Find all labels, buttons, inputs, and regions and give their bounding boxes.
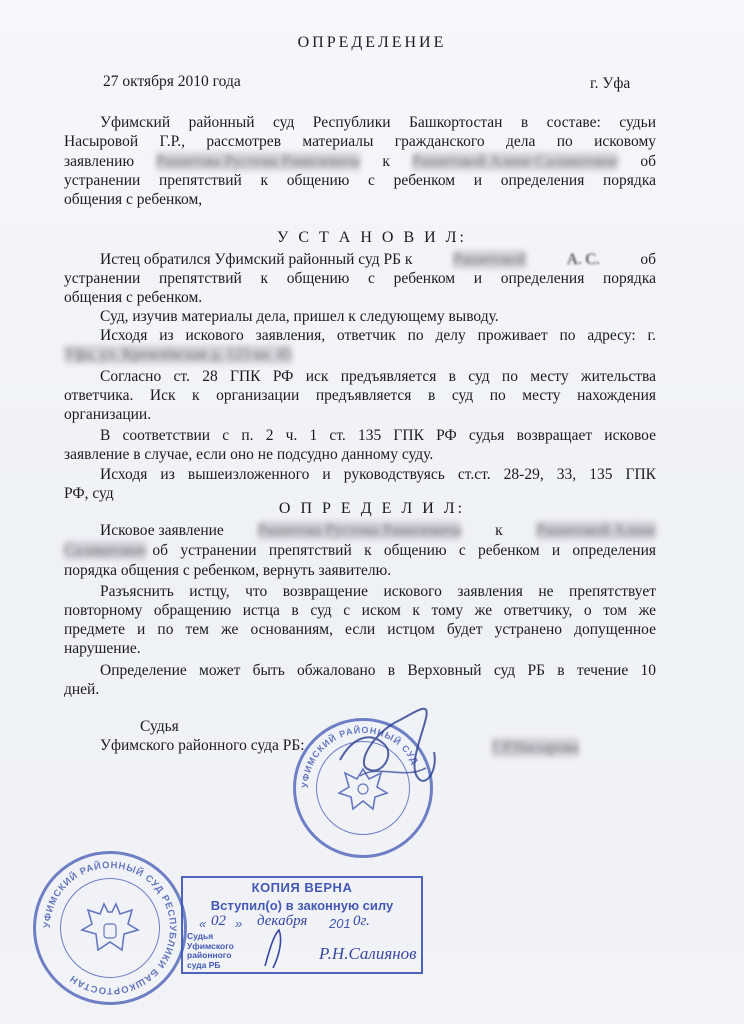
court-seal-text: УФИМСКИЙ РАЙОННЫЙ СУД <box>299 724 421 789</box>
intro-line-5: общения с ребенком, <box>64 191 203 208</box>
copy-stamp-signature: Р.Н.Салиянов <box>319 944 417 963</box>
court-main-stamp-text: УФИМСКИЙ РАЙОННЫЙ СУД РЕСПУБЛИКИ БАШКОРТОСТАН <box>41 859 179 997</box>
decided-line-4: Разъяснить истцу, что возвращение искового заявления не препятствует <box>100 583 656 600</box>
decided-line-6: предмете и по тем же основаниям, если истцом будет устранено допущенное <box>64 621 656 638</box>
established-line-13: РФ, суд <box>64 485 114 502</box>
judge-name <box>492 738 579 757</box>
signature-role-line-1: Судья <box>140 718 179 735</box>
copy-stamp-scribble <box>259 926 289 970</box>
redacted-address: Уфа, ул. Кремлёвская д. 123 кв. 45 <box>64 346 292 363</box>
judge-signature-scribble <box>300 690 470 800</box>
established-line-1 <box>100 250 656 269</box>
established-line-8: ответчика. Иск к организации предъявляется в суд по месту нахождения <box>64 387 656 404</box>
copy-stamp-month: декабря <box>257 913 308 929</box>
copy-stamp-role-line: суда РБ <box>187 959 221 970</box>
intro-text: об <box>640 153 656 170</box>
decided-text: Исковое заявление <box>100 522 224 539</box>
document-date: 27 октября 2010 года <box>103 73 241 90</box>
intro-text: к <box>382 153 390 170</box>
copy-stamp-role-line: Судья <box>187 931 214 941</box>
copy-stamp-title: КОПИЯ ВЕРНА <box>251 880 353 895</box>
document-place: г. Уфа <box>590 75 631 92</box>
intro-line-2: Насыровой Г.Р., рассмотрев материалы гражданского дела по исковому <box>64 133 656 150</box>
decided-line-2 <box>64 541 656 560</box>
established-text: Истец обратился Уфимский районный суд РБ к <box>100 251 413 268</box>
svg-text:УФИМСКИЙ РАЙОННЫЙ СУД РЕСПУБЛИ <box>42 860 178 996</box>
decided-heading: О П Р Е Д Е Л И Л: <box>278 500 466 517</box>
established-line-10: В соответствии с п. 2 ч. 1 ст. 135 ГПК РФ судья возвращает исковое <box>100 427 656 444</box>
copy-stamp-quote-close: » <box>235 916 243 931</box>
decided-line-9: дней. <box>64 681 100 698</box>
decided-text: к <box>495 522 503 539</box>
document-title: ОПРЕДЕЛЕНИЕ <box>297 34 447 51</box>
court-main-stamp-text-ring <box>36 854 184 1002</box>
established-line-12: Исходя из вышеизложенного и руководствуясь ст.ст. 28-29, 33, 135 ГПК <box>100 466 656 483</box>
redacted-defendant-surname: Рашитовой <box>452 251 527 268</box>
established-line-2: устранении препятствий к общению с ребенком и определения порядка <box>64 270 656 287</box>
intro-line-3 <box>64 152 656 171</box>
copy-stamp-day: 02 <box>211 913 226 929</box>
intro-line-1: Уфимский районный суд Республики Башкортостан в составе: судьи <box>100 114 656 131</box>
established-line-11: заявление в случае, если оно не подсудно данному суду. <box>64 446 434 463</box>
copy-stamp-quote-open: « <box>199 916 207 931</box>
redacted-plaintiff-name: Рашитова Рустема Рамилевича <box>257 522 462 539</box>
intro-line-4: устранении препятствий к общению с ребенком и определения порядка <box>64 172 656 189</box>
double-headed-eagle-icon <box>82 904 138 950</box>
copy-stamp-role-line: районного <box>187 950 232 960</box>
redacted-defendant-patronymic: Салаватовне <box>64 542 147 559</box>
decided-text: об устранении препятствий к общению с ребенком и определения <box>152 542 656 559</box>
established-text: об <box>640 251 656 268</box>
copy-stamp-year-prefix: 201 <box>329 916 351 931</box>
established-line-3: общения с ребенком. <box>64 289 203 306</box>
decided-line-5: повторному обращению истца в суд с иском к тому же ответчику, о том же <box>64 602 656 619</box>
established-line-6 <box>64 345 292 364</box>
redacted-plaintiff-name: Рашитова Рустема Рамилевича <box>156 153 361 170</box>
defendant-initials: А. С. <box>566 251 600 268</box>
copy-stamp-year-suffix: 0г. <box>353 913 370 929</box>
copy-stamp-role-line: Уфимского <box>187 940 234 951</box>
established-heading: У С Т А Н О В И Л: <box>277 229 467 246</box>
decided-line-3: порядка общения с ребенком, вернуть заявителю. <box>64 562 392 579</box>
court-main-stamp <box>33 851 187 1005</box>
established-line-9: организации. <box>64 406 152 423</box>
established-line-7: Согласно ст. 28 ГПК РФ иск предъявляется в суд по месту жительства <box>100 368 656 385</box>
established-line-5: Исходя из искового заявления, ответчик по делу проживает по адресу: г. <box>100 327 656 344</box>
redacted-defendant-name: Рашитовой Алине <box>536 522 656 539</box>
decided-line-7: нарушение. <box>64 640 141 657</box>
copy-certified-stamp <box>181 876 423 974</box>
redacted-judge-name: Г.Р.Насырова <box>492 739 579 756</box>
redacted-defendant-name: Рашитовой Алине Салаватовне <box>412 153 619 170</box>
decided-line-1 <box>100 521 656 540</box>
established-line-4: Суд, изучив материалы дела, пришел к следующему выводу. <box>100 308 499 325</box>
copy-stamp-role <box>187 932 234 970</box>
copy-stamp-line: Вступил(о) в законную силу <box>210 898 394 913</box>
signature-role-line-2: Уфимского районного суда РБ: <box>100 737 305 754</box>
intro-text: заявлению <box>64 153 135 170</box>
decided-line-8: Определение может быть обжаловано в Верховный суд РБ в течение 10 <box>100 662 656 679</box>
